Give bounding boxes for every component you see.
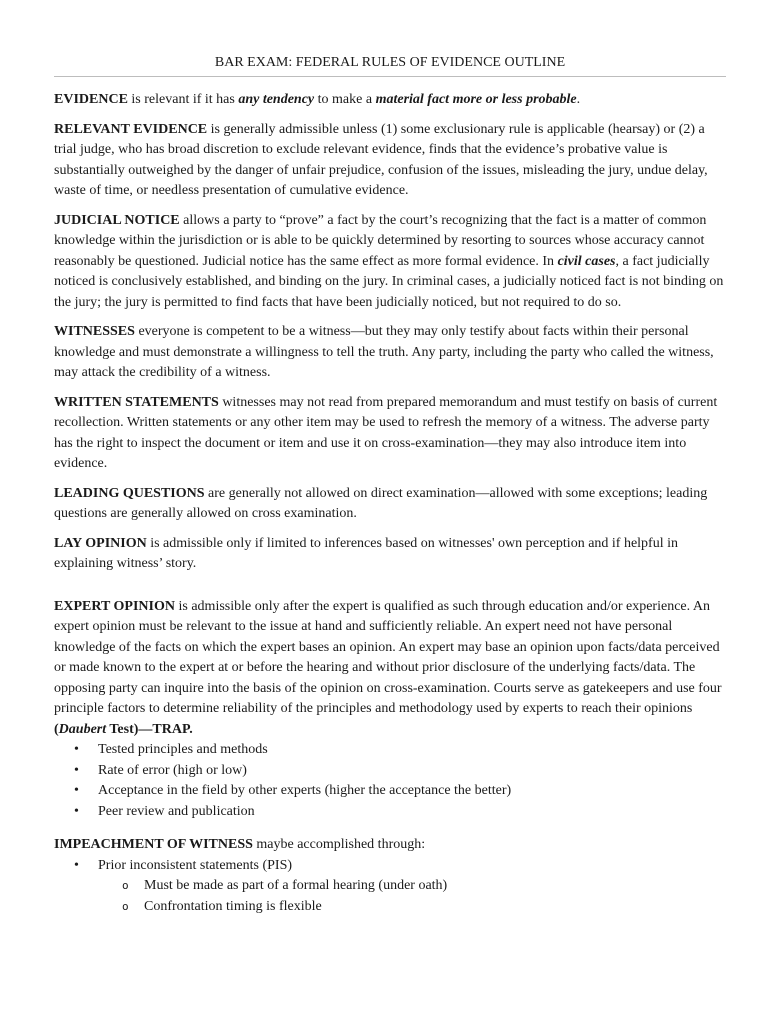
list-item: • Acceptance in the field by other experts (higher the acceptance the better)	[54, 781, 726, 802]
document-title: BAR EXAM: FEDERAL RULES OF EVIDENCE OUTLINE	[214, 55, 566, 70]
term-judicial-notice: JUDICIAL NOTICE	[54, 212, 180, 228]
evidence-text-2: to make a	[314, 92, 376, 107]
term-leading-questions: LEADING QUESTIONS	[54, 485, 205, 501]
section-relevant-evidence	[54, 120, 726, 202]
section-written-statements	[54, 393, 726, 475]
list-item: • Peer review and publication	[54, 802, 726, 823]
impeachment-text: maybe accomplished through:	[252, 837, 426, 852]
list-item	[54, 856, 726, 918]
judicial-notice-text-1: allows a party to “prove” a fact by the court’s recognizing that the fact is a matter of common knowledge within the jurisdiction or is able to be quickly determined by resorting to sources whose accuracy cannot reasonably be questioned. Judicial notice has the same effect as more formal evidence. In	[54, 212, 707, 269]
lay-opinion-text: is admissible only if limited to inferences based on witnesses' own perception and if helpful in explaining witness’ story.	[54, 535, 678, 571]
evidence-emphasis-1: any tendency	[238, 92, 315, 107]
sub-list	[98, 876, 726, 917]
evidence-emphasis-2: material fact more or less probable	[375, 92, 577, 107]
section-witnesses	[54, 322, 726, 384]
list-item: • Rate of error (high or low)	[54, 761, 726, 782]
term-expert-opinion: EXPERT OPINION	[54, 598, 175, 614]
evidence-text-1: is relevant if it has	[127, 92, 239, 107]
judicial-notice-text-2: , a fact judicially noticed is conclusively established, and binding on the jury. In criminal cases, a judicially noticed fact is not binding on the jury; the jury is permitted to find facts that have been judicially noticed, but not required to do so.	[54, 253, 724, 310]
expert-opinion-text: is admissible only after the expert is qualified as such through education and/or experience. An expert opinion must be relevant to the issue at hand and sufficiently reliable. An expert need not have personal knowledge of the facts on which the expert bases an opinion. An expert may base an opinion upon facts/data perceived or made known to the expert at or before the hearing and without prior disclosure of the underlying facts/data. The opposing party can inquire into the basis of the opinion on cross-examination. Courts serve as gatekeepers and use four principle factors to determine reliability of the principles and methodology used by experts to reach their opinions	[54, 598, 722, 716]
leading-questions-text: are generally not allowed on direct examination—allowed with some exceptions; leading questions are generally allowed on cross examination.	[54, 485, 708, 521]
sub-list-item: o Must be made as part of a formal hearing (under oath)	[54, 876, 726, 897]
title-divider	[54, 76, 726, 77]
section-impeachment	[54, 835, 726, 856]
daubert-name: Daubert	[58, 721, 107, 737]
section-leading-questions	[54, 484, 726, 525]
list-item: • Tested principles and methods	[54, 740, 726, 761]
section-judicial-notice	[54, 211, 726, 314]
relevant-evidence-text: is generally admissible unless (1) some exclusionary rule is applicable (hearsay) or (2) a trial judge, who has broad discretion to exclude relevant evidence, finds that the evidence’s probative value is substantially outweighed by the danger of unfair prejudice, confusion of the issues, misleading the jury, undue delay, waste of time, or needless presentation of cumulative evidence.	[54, 121, 708, 198]
term-witnesses: WITNESSES	[54, 324, 135, 339]
daubert-open: (	[54, 721, 59, 737]
daubert-close: Test)—TRAP.	[106, 721, 193, 737]
term-relevant-evidence: RELEVANT EVIDENCE	[54, 121, 208, 137]
list-item-label: Prior inconsistent statements (PIS)	[98, 857, 293, 873]
term-lay-opinion: LAY OPINION	[54, 535, 147, 551]
section-lay-opinion	[54, 534, 726, 575]
judicial-notice-emphasis: civil cases	[557, 253, 616, 269]
sub-list-item: o Confrontation timing is flexible	[54, 897, 726, 918]
document-page	[54, 54, 726, 926]
written-statements-text: witnesses may not read from prepared memorandum and must testify on basis of current recollection. Written statements or any other item may be used to refresh the memory of a witness. The adverse party has the right to inspect the document or item and use it on cross-examination—they may also introduce item into evidence.	[54, 394, 718, 471]
section-evidence	[54, 90, 726, 111]
section-expert-opinion	[54, 597, 726, 741]
term-impeachment: IMPEACHMENT OF WITNESS	[54, 837, 253, 852]
witnesses-text: everyone is competent to be a witness—but they may only testify about facts within their personal knowledge and must demonstrate a willingness to tell the truth. Any party, including the party who called the witness, may attack the credibility of a witness.	[54, 324, 714, 380]
term-written-statements: WRITTEN STATEMENTS	[54, 394, 219, 410]
daubert-factors-list	[54, 740, 726, 822]
impeachment-list	[54, 856, 726, 918]
term-evidence: EVIDENCE	[54, 92, 128, 107]
evidence-text-3: .	[576, 92, 581, 107]
